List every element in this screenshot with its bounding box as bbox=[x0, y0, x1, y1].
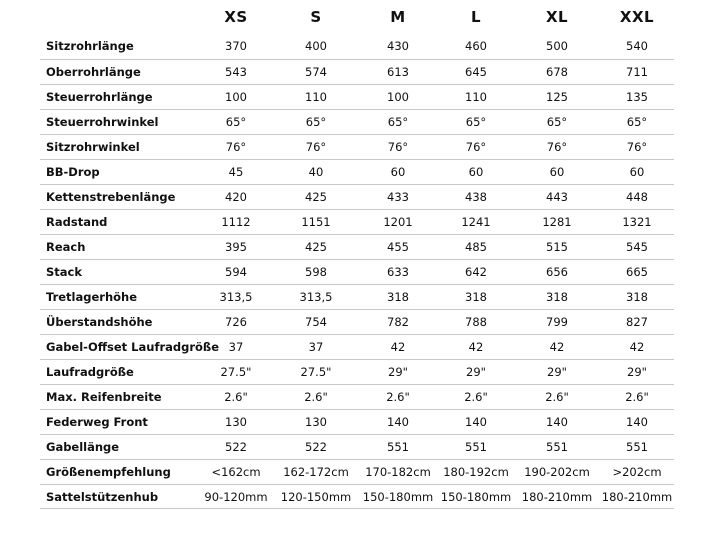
row-value: 420 bbox=[225, 190, 247, 204]
row-value: 678 bbox=[546, 65, 568, 79]
row-label: Sitzrohrwinkel bbox=[46, 140, 140, 154]
row-value: 551 bbox=[546, 440, 568, 454]
row-value: 395 bbox=[225, 240, 247, 254]
row-value: 613 bbox=[387, 65, 409, 79]
row-value: 65° bbox=[546, 115, 568, 129]
row-value: 500 bbox=[546, 39, 568, 53]
table-row bbox=[40, 59, 674, 84]
table-row bbox=[40, 334, 674, 359]
row-value: 140 bbox=[465, 415, 487, 429]
row-value: 42 bbox=[549, 340, 565, 354]
row-value: 318 bbox=[546, 290, 568, 304]
row-value: 515 bbox=[546, 240, 568, 254]
row-value: 180-192cm bbox=[443, 465, 509, 479]
row-label: Überstandshöhe bbox=[46, 315, 153, 329]
row-value: 433 bbox=[387, 190, 409, 204]
row-value: 443 bbox=[546, 190, 568, 204]
row-value: 782 bbox=[387, 315, 409, 329]
table-row bbox=[40, 409, 674, 434]
size-header-xl: XL bbox=[545, 8, 569, 26]
table-row bbox=[40, 109, 674, 134]
row-value: 633 bbox=[387, 265, 409, 279]
table-row bbox=[40, 309, 674, 334]
row-value: 150-180mm bbox=[440, 490, 512, 504]
row-value: 827 bbox=[626, 315, 648, 329]
row-value: 37 bbox=[228, 340, 244, 354]
row-value: 448 bbox=[626, 190, 648, 204]
row-value: 318 bbox=[465, 290, 487, 304]
row-value: 140 bbox=[387, 415, 409, 429]
row-label: Federweg Front bbox=[46, 415, 148, 429]
row-value: 76° bbox=[546, 140, 568, 154]
row-value: 438 bbox=[465, 190, 487, 204]
table-row bbox=[40, 359, 674, 384]
row-value: 170-182cm bbox=[365, 465, 431, 479]
row-value: 180-210mm bbox=[601, 490, 673, 504]
row-value: 313,5 bbox=[299, 290, 333, 304]
row-value: 60 bbox=[549, 165, 565, 179]
row-value: 65° bbox=[465, 115, 487, 129]
row-value: 65° bbox=[305, 115, 327, 129]
row-value: 130 bbox=[225, 415, 247, 429]
table-row bbox=[40, 384, 674, 409]
row-value: 110 bbox=[305, 90, 327, 104]
row-value: 370 bbox=[225, 39, 247, 53]
row-label: Steuerrohrwinkel bbox=[46, 115, 159, 129]
row-value: 110 bbox=[465, 90, 487, 104]
row-value: 545 bbox=[626, 240, 648, 254]
row-value: 130 bbox=[305, 415, 327, 429]
row-label: Kettenstrebenlänge bbox=[46, 190, 176, 204]
row-label: Laufradgröße bbox=[46, 365, 134, 379]
row-value: 37 bbox=[308, 340, 324, 354]
row-value: 2.6" bbox=[224, 390, 248, 404]
row-value: 425 bbox=[305, 240, 327, 254]
row-value: 2.6" bbox=[625, 390, 649, 404]
table-row bbox=[40, 234, 674, 259]
row-value: 42 bbox=[629, 340, 645, 354]
row-value: 65° bbox=[387, 115, 409, 129]
row-value: 40 bbox=[308, 165, 324, 179]
row-value: 551 bbox=[387, 440, 409, 454]
row-label: Sattelstützenhub bbox=[46, 490, 159, 504]
row-value: 1151 bbox=[301, 215, 331, 229]
row-value: 135 bbox=[626, 90, 648, 104]
row-value: 430 bbox=[387, 39, 409, 53]
row-label: Tretlagerhöhe bbox=[46, 290, 138, 304]
table-row bbox=[40, 484, 674, 509]
row-value: 665 bbox=[626, 265, 648, 279]
row-value: 140 bbox=[546, 415, 568, 429]
row-value: 2.6" bbox=[304, 390, 328, 404]
row-value: 29" bbox=[466, 365, 486, 379]
row-value: 2.6" bbox=[545, 390, 569, 404]
row-value: 27.5" bbox=[220, 365, 252, 379]
size-header-xxl: XXL bbox=[619, 8, 655, 26]
row-value: <162cm bbox=[211, 465, 261, 479]
row-value: 2.6" bbox=[464, 390, 488, 404]
table-row bbox=[40, 34, 674, 59]
row-value: 1281 bbox=[542, 215, 572, 229]
row-value: 574 bbox=[305, 65, 327, 79]
row-value: 455 bbox=[387, 240, 409, 254]
row-value: 1241 bbox=[461, 215, 491, 229]
row-value: 642 bbox=[465, 265, 487, 279]
row-value: 799 bbox=[546, 315, 568, 329]
row-value: 125 bbox=[546, 90, 568, 104]
row-value: 551 bbox=[465, 440, 487, 454]
table-row bbox=[40, 84, 674, 109]
size-header-row bbox=[0, 0, 712, 34]
row-value: 594 bbox=[225, 265, 247, 279]
row-value: 45 bbox=[228, 165, 244, 179]
row-value: 1321 bbox=[622, 215, 652, 229]
row-label: Oberrohrlänge bbox=[46, 65, 141, 79]
row-label: Radstand bbox=[46, 215, 108, 229]
row-value: 90-120mm bbox=[204, 490, 268, 504]
row-value: 540 bbox=[626, 39, 648, 53]
table-row bbox=[40, 134, 674, 159]
row-value: 754 bbox=[305, 315, 327, 329]
row-label: Gabel-Offset Laufradgröße bbox=[46, 340, 219, 354]
row-value: 29" bbox=[388, 365, 408, 379]
size-header-s: S bbox=[310, 8, 322, 26]
row-value: 656 bbox=[546, 265, 568, 279]
row-value: 522 bbox=[305, 440, 327, 454]
row-value: 100 bbox=[225, 90, 247, 104]
row-value: 65° bbox=[225, 115, 247, 129]
row-value: 726 bbox=[225, 315, 247, 329]
row-value: 60 bbox=[390, 165, 406, 179]
row-value: 65° bbox=[626, 115, 648, 129]
row-value: >202cm bbox=[612, 465, 662, 479]
row-value: 598 bbox=[305, 265, 327, 279]
row-label: Reach bbox=[46, 240, 86, 254]
row-value: 318 bbox=[626, 290, 648, 304]
row-value: 313,5 bbox=[219, 290, 253, 304]
table-row bbox=[40, 159, 674, 184]
row-label: Steuerrohrlänge bbox=[46, 90, 153, 104]
row-value: 645 bbox=[465, 65, 487, 79]
row-value: 190-202cm bbox=[524, 465, 590, 479]
table-row bbox=[40, 184, 674, 209]
row-label: Sitzrohrlänge bbox=[46, 39, 134, 53]
row-value: 425 bbox=[305, 190, 327, 204]
row-value: 60 bbox=[468, 165, 484, 179]
table-row bbox=[40, 434, 674, 459]
row-value: 27.5" bbox=[300, 365, 332, 379]
size-header-m: M bbox=[390, 8, 406, 26]
table-row bbox=[40, 259, 674, 284]
row-value: 120-150mm bbox=[280, 490, 352, 504]
row-value: 543 bbox=[225, 65, 247, 79]
row-label: Größenempfehlung bbox=[46, 465, 171, 479]
row-label: Gabellänge bbox=[46, 440, 120, 454]
row-label: Stack bbox=[46, 265, 83, 279]
row-value: 711 bbox=[626, 65, 648, 79]
row-value: 162-172cm bbox=[283, 465, 349, 479]
table-row bbox=[40, 459, 674, 484]
row-value: 76° bbox=[305, 140, 327, 154]
row-value: 2.6" bbox=[386, 390, 410, 404]
row-value: 76° bbox=[225, 140, 247, 154]
row-label: Max. Reifenbreite bbox=[46, 390, 162, 404]
row-value: 29" bbox=[547, 365, 567, 379]
size-header-l: L bbox=[470, 8, 482, 26]
row-value: 788 bbox=[465, 315, 487, 329]
row-value: 29" bbox=[627, 365, 647, 379]
row-value: 318 bbox=[387, 290, 409, 304]
row-value: 140 bbox=[626, 415, 648, 429]
row-label: BB-Drop bbox=[46, 165, 100, 179]
row-value: 100 bbox=[387, 90, 409, 104]
row-value: 485 bbox=[465, 240, 487, 254]
row-value: 400 bbox=[305, 39, 327, 53]
row-value: 76° bbox=[626, 140, 648, 154]
row-value: 460 bbox=[465, 39, 487, 53]
geometry-table bbox=[40, 34, 674, 509]
table-row bbox=[40, 284, 674, 309]
row-value: 150-180mm bbox=[362, 490, 434, 504]
row-value: 60 bbox=[629, 165, 645, 179]
size-header-xs: XS bbox=[224, 8, 248, 26]
row-value: 1112 bbox=[221, 215, 251, 229]
row-value: 42 bbox=[390, 340, 406, 354]
row-value: 551 bbox=[626, 440, 648, 454]
row-value: 76° bbox=[387, 140, 409, 154]
row-value: 76° bbox=[465, 140, 487, 154]
row-value: 522 bbox=[225, 440, 247, 454]
row-value: 1201 bbox=[383, 215, 413, 229]
table-row bbox=[40, 209, 674, 234]
row-value: 180-210mm bbox=[521, 490, 593, 504]
row-value: 42 bbox=[468, 340, 484, 354]
